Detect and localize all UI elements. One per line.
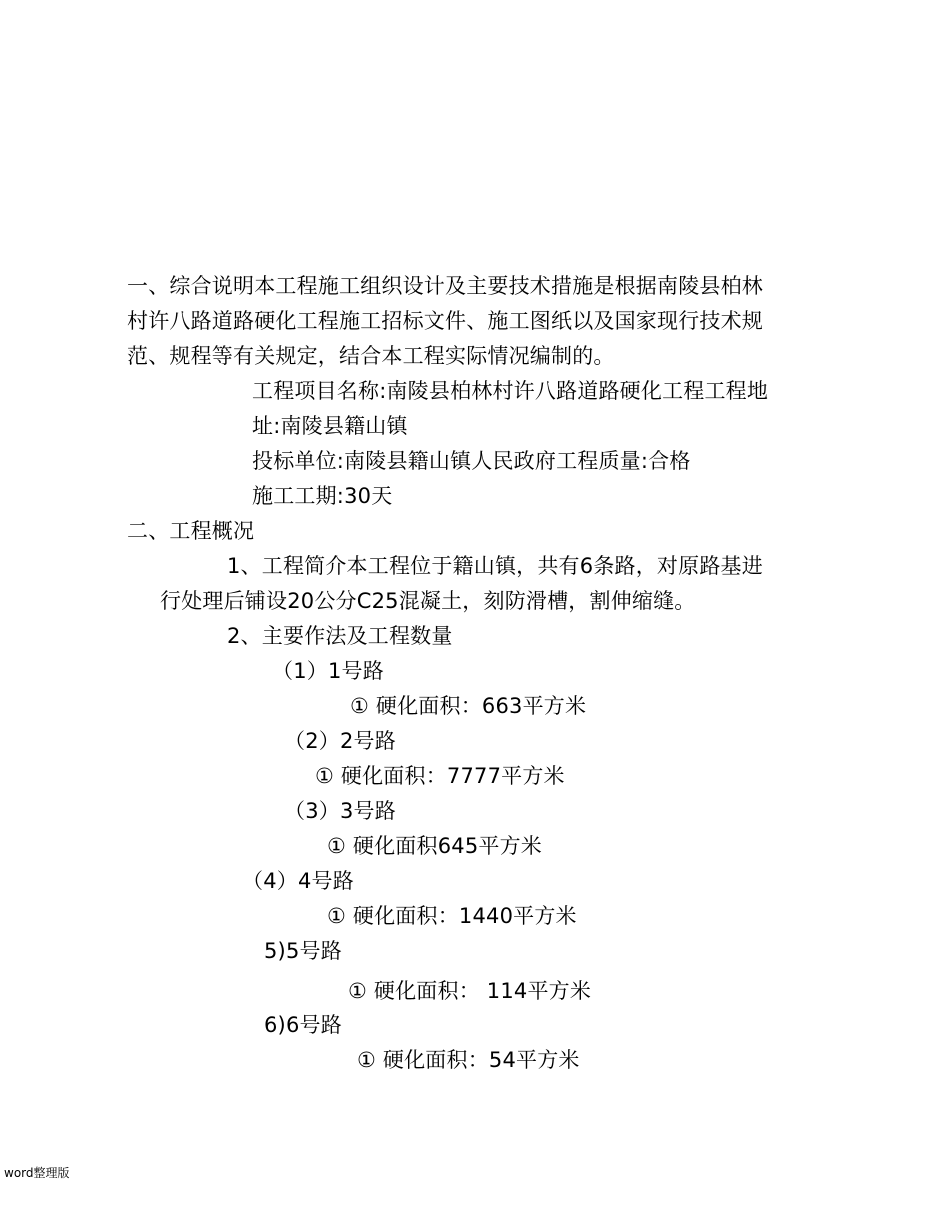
duration-line: 施工工期:30天 (252, 484, 393, 508)
road-2-area: ① 硬化面积：7777平方米 (315, 764, 565, 788)
section2-heading: 二、工程概况 (127, 519, 255, 543)
road-1-label: （1）1号路 (272, 659, 384, 683)
methods-heading: 2、主要作法及工程数量 (227, 624, 453, 648)
road-3-area: ① 硬化面积645平方米 (327, 834, 542, 858)
road-6-label: 6)6号路 (264, 1013, 342, 1037)
section1-line-2: 村许八路道路硬化工程施工招标文件、施工图纸以及国家现行技术规 (127, 309, 763, 333)
road-3-label: （3）3号路 (284, 799, 396, 823)
footer-watermark: word整理版 (4, 1166, 70, 1180)
section1-line-1: 一、综合说明本工程施工组织设计及主要技术措施是根据南陵县柏林 (127, 274, 763, 298)
project-name-line-1: 工程项目名称:南陵县柏林村许八路道路硬化工程工程地 (252, 379, 769, 403)
project-name-line-2: 址:南陵县籍山镇 (252, 414, 408, 438)
road-4-area: ① 硬化面积：1440平方米 (327, 904, 577, 928)
road-6-area: ① 硬化面积：54平方米 (357, 1048, 580, 1072)
intro-line-1: 1、工程简介本工程位于籍山镇，共有6条路，对原路基进 (227, 554, 763, 578)
bidder-line: 投标单位:南陵县籍山镇人民政府工程质量:合格 (252, 449, 691, 473)
road-5-area: ① 硬化面积： 114平方米 (348, 979, 592, 1003)
road-4-label: （4）4号路 (242, 869, 354, 893)
road-1-area: ① 硬化面积：663平方米 (350, 694, 587, 718)
section1-line-3: 范、规程等有关规定，结合本工程实际情况编制的。 (127, 344, 615, 368)
road-5-label: 5)5号路 (264, 939, 342, 963)
intro-line-2: 行处理后铺设20公分C25混凝土，刻防滑槽，割伸缩缝。 (160, 589, 696, 613)
road-2-label: （2）2号路 (284, 729, 396, 753)
